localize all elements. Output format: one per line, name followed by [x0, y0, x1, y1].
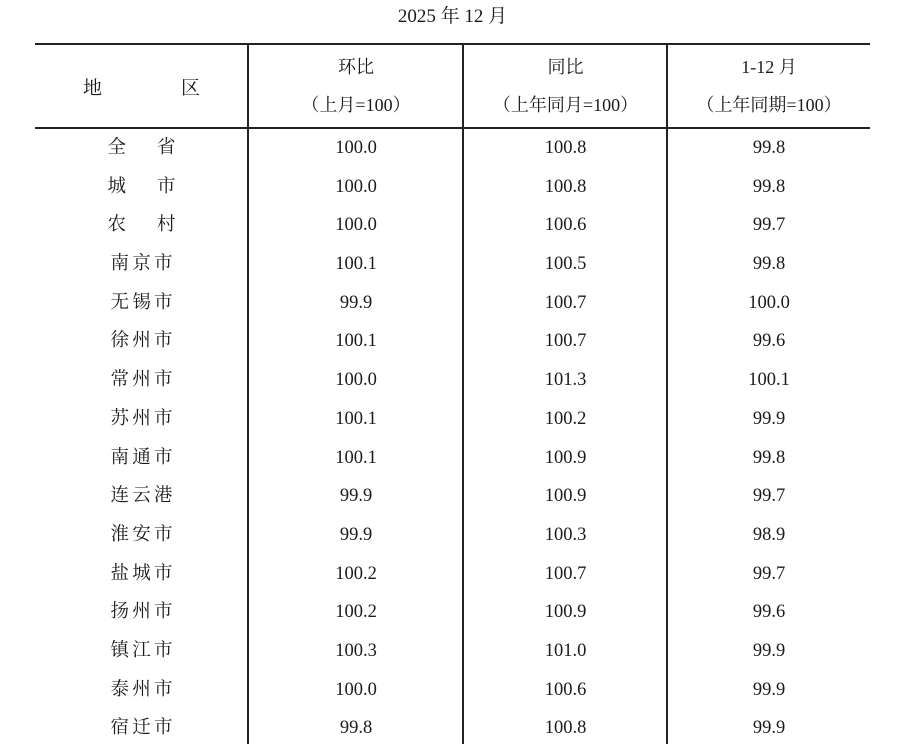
- yoy-cell: 100.9: [544, 486, 587, 507]
- yoy-cell: 100.3: [544, 524, 587, 545]
- ytd-cell: 98.9: [752, 524, 786, 545]
- table-row: [35, 632, 870, 671]
- header-yoy-base: （上年同月=100）: [492, 95, 639, 115]
- mom-cell: 100.0: [335, 138, 377, 158]
- table-row: [35, 400, 870, 439]
- region-name: 连云港: [110, 486, 173, 507]
- region-cell: [35, 400, 248, 439]
- ytd-cell: 99.8: [752, 447, 786, 468]
- ytd-cell: 99.6: [752, 331, 786, 352]
- yoy-cell: 101.3: [544, 370, 587, 391]
- yoy-cell: 100.8: [544, 718, 587, 739]
- region-cell: [35, 477, 248, 516]
- mom-cell: 100.0: [335, 176, 377, 197]
- region-name: 徐州市: [110, 331, 173, 352]
- table-row: [35, 671, 870, 710]
- table-row: [35, 129, 870, 168]
- table-row: [35, 709, 870, 744]
- yoy-cell: 100.9: [544, 447, 587, 468]
- mom-cell: 100.0: [335, 679, 377, 700]
- region-name: 苏州市: [110, 408, 173, 429]
- yoy-cell: 101.0: [544, 640, 587, 661]
- header-mom: [249, 45, 463, 127]
- region-name: 宿迁市: [110, 718, 173, 739]
- table-row: [35, 555, 870, 594]
- mom-cell: 100.1: [335, 447, 377, 468]
- header-ytd-title: 1-12 月: [741, 57, 797, 77]
- mom-cell: 99.9: [339, 486, 373, 507]
- ytd-cell: 99.7: [752, 563, 786, 584]
- table-row: [35, 245, 870, 284]
- ytd-cell: 99.7: [752, 215, 786, 236]
- header-ytd-base: （上年同期=100）: [696, 95, 842, 115]
- region-name: 盐城市: [110, 563, 173, 584]
- mom-cell: 100.3: [335, 640, 377, 661]
- ytd-cell: 99.7: [752, 486, 786, 507]
- region-cell: [35, 206, 248, 245]
- table-row: [35, 439, 870, 478]
- header-yoy-title: 同比: [547, 57, 584, 77]
- mom-cell: 99.9: [339, 524, 373, 545]
- ytd-cell: 99.9: [752, 640, 786, 661]
- region-name: 无锡市: [110, 292, 173, 313]
- table-caption: 2025 年 12 月: [397, 6, 508, 27]
- mom-cell: 100.1: [335, 254, 377, 275]
- yoy-cell: 100.7: [544, 331, 587, 352]
- region-name: 扬州市: [110, 602, 173, 623]
- mom-cell: 99.8: [339, 718, 373, 739]
- mom-cell: 100.2: [335, 602, 377, 623]
- region-cell: [35, 555, 248, 594]
- region-cell: [35, 439, 248, 478]
- region-cell: [35, 709, 248, 744]
- ytd-cell: 99.8: [752, 254, 786, 275]
- region-cell: [35, 671, 248, 710]
- table-row: [35, 477, 870, 516]
- region-name: 南通市: [110, 447, 173, 468]
- region-cell: [35, 168, 248, 207]
- mom-cell: 99.9: [339, 292, 373, 313]
- region-cell: [35, 245, 248, 284]
- region-name: 城市: [107, 176, 176, 197]
- yoy-cell: 100.9: [544, 602, 587, 623]
- header-yoy: [464, 45, 667, 127]
- yoy-cell: 100.7: [544, 563, 587, 584]
- yoy-cell: 100.8: [544, 176, 587, 197]
- header-mom-title: 环比: [338, 57, 374, 77]
- table-row: [35, 284, 870, 323]
- mom-cell: 100.1: [335, 331, 377, 352]
- yoy-cell: 100.5: [544, 254, 587, 275]
- ytd-cell: 99.9: [752, 679, 786, 700]
- mom-cell: 100.0: [335, 215, 377, 236]
- region-cell: [35, 593, 248, 632]
- region-name: 全省: [107, 138, 176, 158]
- yoy-cell: 100.2: [544, 408, 587, 429]
- region-cell: [35, 129, 248, 168]
- table-body: [35, 129, 870, 744]
- table-header: [35, 45, 870, 129]
- ytd-cell: 99.6: [752, 602, 786, 623]
- region-cell: [35, 361, 248, 400]
- yoy-cell: 100.6: [544, 679, 587, 700]
- table-row: [35, 168, 870, 207]
- price-index-table: [35, 43, 870, 744]
- ytd-cell: 100.1: [748, 370, 790, 391]
- region-name: 淮安市: [110, 524, 173, 545]
- region-name: 镇江市: [110, 640, 173, 661]
- table-row: [35, 322, 870, 361]
- region-name: 南京市: [110, 254, 173, 275]
- region-cell: [35, 284, 248, 323]
- table-row: [35, 593, 870, 632]
- mom-cell: 100.0: [335, 370, 377, 391]
- ytd-cell: 99.8: [752, 176, 786, 197]
- mom-cell: 100.1: [335, 408, 377, 429]
- region-name: 农村: [107, 215, 176, 236]
- region-cell: [35, 516, 248, 555]
- ytd-cell: 99.9: [752, 718, 786, 739]
- ytd-cell: 99.8: [752, 138, 786, 158]
- header-region-label: 地 区: [82, 77, 230, 99]
- region-name: 常州市: [110, 370, 173, 391]
- region-cell: [35, 632, 248, 671]
- table-row: [35, 516, 870, 555]
- region-cell: [35, 322, 248, 361]
- header-mom-base: （上月=100）: [301, 95, 411, 115]
- ytd-cell: 99.9: [752, 408, 786, 429]
- yoy-cell: 100.7: [544, 292, 587, 313]
- yoy-cell: 100.8: [544, 138, 587, 158]
- yoy-cell: 100.6: [544, 215, 587, 236]
- ytd-cell: 100.0: [748, 292, 790, 313]
- header-ytd: [668, 45, 870, 127]
- table-row: [35, 361, 870, 400]
- table-row: [35, 206, 870, 245]
- region-name: 泰州市: [110, 679, 173, 700]
- mom-cell: 100.2: [335, 563, 377, 584]
- header-region: [35, 45, 248, 127]
